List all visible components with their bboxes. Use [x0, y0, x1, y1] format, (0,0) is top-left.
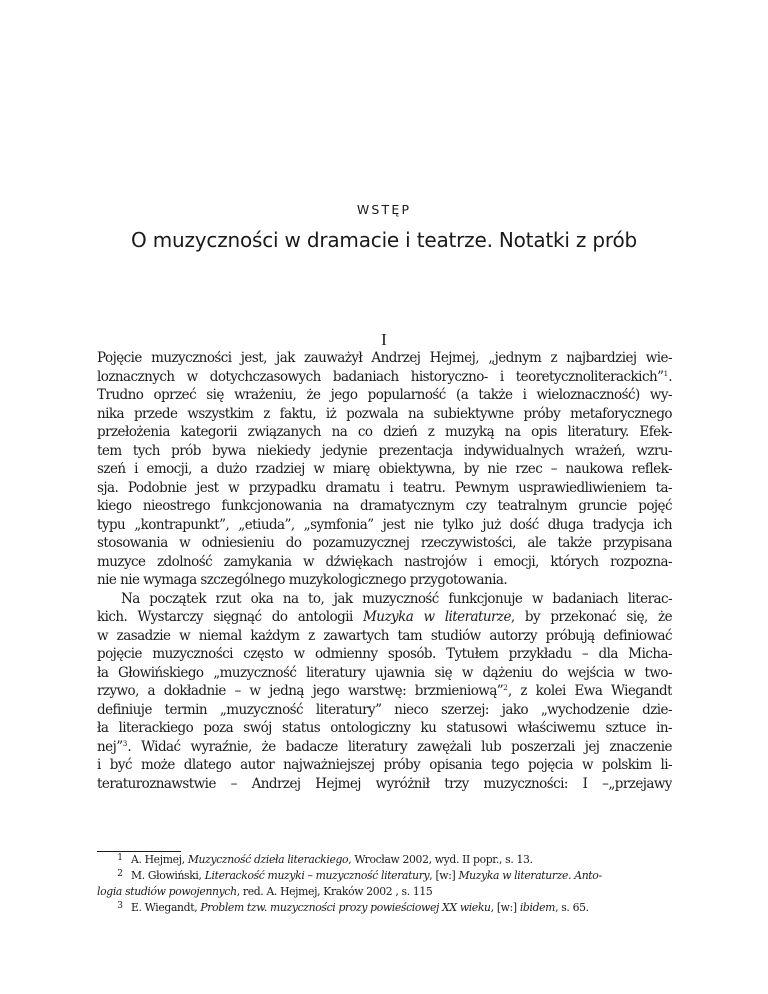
text-line: ła Głowińskiego „muzyczność literatury ujawnia się w dążeniu do wejścia w two-: [97, 664, 672, 681]
footnote-number: 2: [117, 869, 123, 879]
section-number: I: [381, 330, 387, 349]
footnote-number: 3: [117, 901, 123, 911]
text-line: loznacznych w dotychczasowych badaniach historyczno- i teoretycznoliterackich”$^1$.: [97, 368, 672, 385]
footnote: 3 E. Wiegandt, Problem tzw. muzyczności prozy powieściowej XX wieku, [w:] ibidem, s. 65.: [97, 898, 672, 916]
text-line: przełożenia kategorii związanych na co dzień z muzyką na opis literatury. Efek-: [97, 424, 672, 440]
text-line: tem tych prób bywa niekiedy jedynie prezentacja indywidualnych wrażeń, wzru-: [97, 442, 672, 459]
text-line: typu „kontrapunkt”, „etiuda”, „symfonia” jest nie tylko już dość długa tradycja ich: [97, 516, 672, 533]
text-line: stosowania w odniesieniu do pozamuzycznej rzeczywistości, ale także przypisana: [97, 535, 672, 551]
text-line: kiego nieostrego funkcjonowania na dramatycznym czy teatralnym gruncie pojęć: [97, 498, 672, 514]
chapter-title: O muzyczności w dramacie i teatrze. Notatki z prób: [131, 228, 637, 252]
footnote-ref[interactable]: 2: [503, 683, 508, 692]
body-text: [97, 349, 672, 793]
footnote-ref[interactable]: 1: [663, 368, 669, 378]
text-line: Pojęcie muzyczności jest, jak zauważył Andrzej Hejmej, „jednym z najbardziej wie-: [97, 350, 672, 366]
text-line: nika przede wszystkim z faktu, iż pozwala na subiektywne próby metaforycznego: [97, 405, 672, 422]
text-line: teraturoznawstwie – Andrzej Hejmej wyróżnił trzy muzyczności: I –„przejawy: [97, 775, 672, 792]
text-line: i być może dlatego autor najważniejszej próby opisania tego pojęcia w polskim li-: [97, 757, 672, 773]
text-line: szeń i emocji, a dużo rzadziej w miarę obiektywna, by nie rzec – naukowa reflek-: [97, 461, 672, 477]
text-line: ła literackiego poza swój status ontologiczny ku statusowi właściwemu sztuce in-: [97, 720, 672, 736]
text-line: rzywo, a dokładnie – w jedną jego warstwę: brzmieniową”$^2$, z kolei Ewa Wiegandt: [97, 683, 672, 699]
text-line: definiuje termin „muzyczność literatury” nieco szerzej: jako „wychodzenie dzie-: [97, 701, 672, 718]
text-line: muzyce zdolność zamykania w dźwiękach nastrojów i emocji, których rozpozna-: [97, 553, 672, 570]
text-line: nej”$^3$. Widać wyraźnie, że badacze literatury zawężali lub poszerzali jej znaczenie: [97, 738, 672, 755]
book-title: Muzyka w literaturze: [363, 609, 511, 625]
text-line: Na początek rzut oka na to, jak muzyczność funkcjonuje w badaniach literac-: [121, 590, 672, 607]
text-line: sja. Podobnie jest w przypadku dramatu i teatru. Pewnym usprawiedliwieniem ta-: [97, 479, 672, 496]
chapter-kicker: WSTĘP: [356, 202, 412, 217]
text-line: Trudno oprzeć się wrażeniu, że jego popularność (a także i wieloznaczność) wy-: [97, 387, 672, 403]
footnote: 1 A. Hejmej, Muzyczność dzieła literackiego, Wrocław 2002, wyd. II popr., s. 13.: [97, 850, 672, 868]
footnote-number: 1: [117, 853, 123, 863]
text-line: pojęcie muzyczności często w odmienny sposób. Tytułem przykładu – dla Micha-: [97, 646, 672, 662]
text-line: nie nie wymaga szczególnego muzykologicznego przygotowania.: [97, 572, 508, 588]
footnote-ref[interactable]: 3: [122, 738, 128, 748]
footnote: 2 M. Głowiński, Literackość muzyki – muzyczność literatury, [w:] Muzyka w literaturze. Anto- logia studiów powojennych, red. A. Hejmej, Kraków 2002 , s. 115: [97, 866, 672, 900]
text-line: w zasadzie w niemal każdym z zawartych tam studiów autorzy próbują definiować: [97, 627, 672, 644]
text-line: kich. Wystarczy sięgnąć do antologii Muzyka w literaturze, by przekonać się, że: [97, 609, 672, 625]
